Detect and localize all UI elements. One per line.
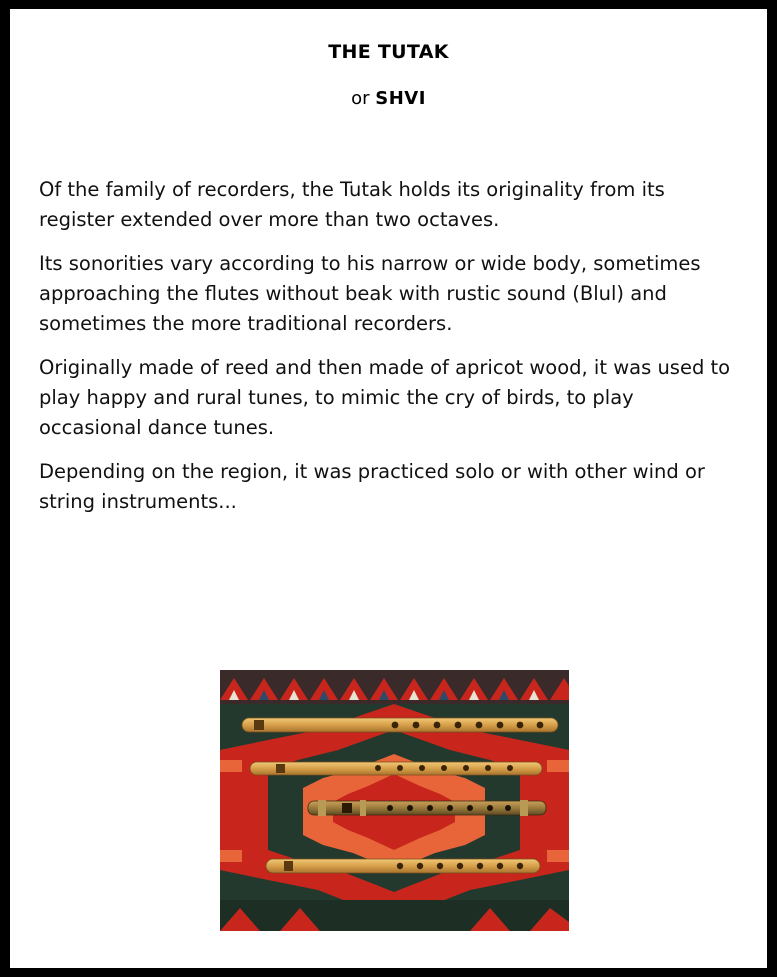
paragraph: Depending on the region, it was practiced solo or with other wind or string instruments... [39,460,705,513]
paragraph: Its sonorities vary according to his narrow or wide body, sometimes approaching the flutes without beak with rustic sound (Blul) and sometimes the more traditional recorders. [39,252,701,335]
page-frame [10,9,767,968]
page-subtitle [10,88,767,109]
flute-3 [308,800,546,816]
flute-1 [242,718,558,732]
subtitle-name: SHVI [375,88,426,109]
page-title: THE TUTAK [328,41,449,63]
tutak-flutes-photo [220,670,569,931]
rug-and-flutes-illustration [220,670,569,931]
paragraph: Originally made of reed and then made of apricot wood, it was used to play happy and rural tunes, to mimic the cry of birds, to play occasional dance tunes. [39,356,731,439]
subtitle-prefix: or [351,88,370,109]
flute-4 [266,859,540,873]
flute-2 [250,762,542,775]
paragraph: Of the family of recorders, the Tutak holds its originality from its register extended over more than two octaves. [39,178,665,231]
article-body [39,175,739,531]
